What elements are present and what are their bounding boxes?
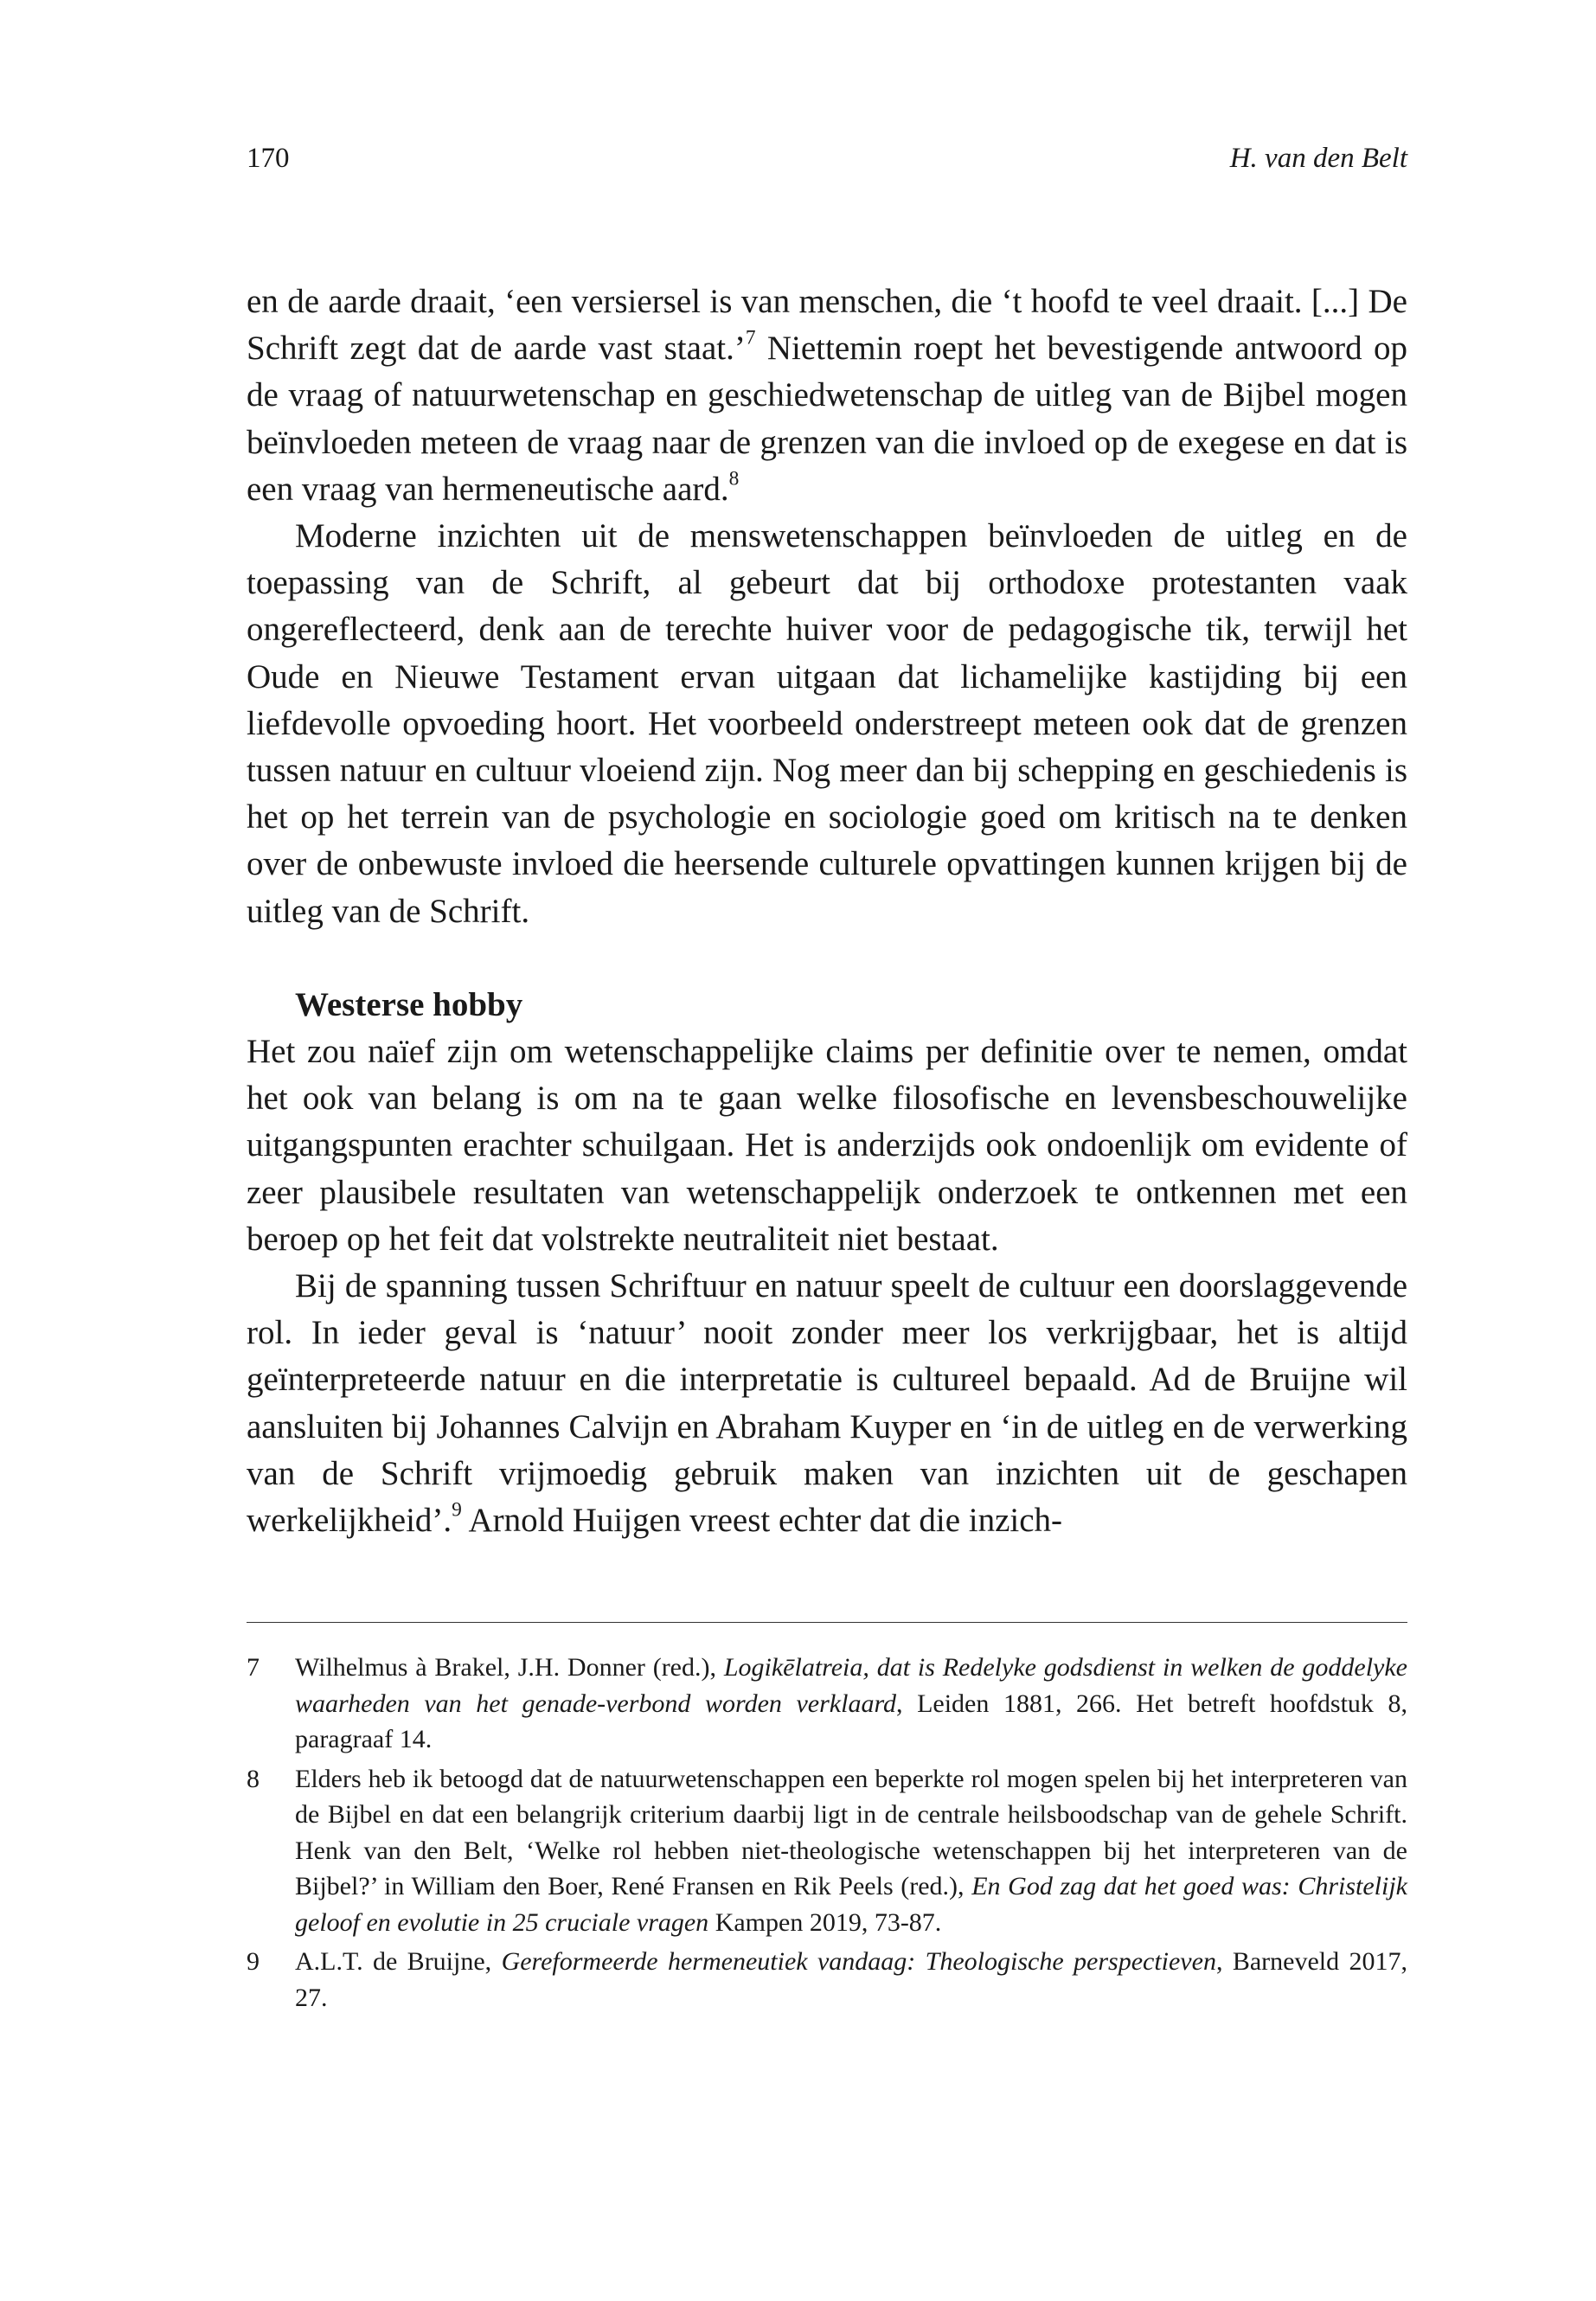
- paragraph-1-text-a: en de aarde draait, ‘een versiersel is van menschen, die ‘t hoofd te veel draait. [...] De Schrift zegt dat de aarde vast staat.’: [247, 283, 1407, 368]
- paragraph-1-text-b: Niettemin roept het bevestigende antwoord op de vraag of natuurwetenschap en geschiedwetenschap de uitleg van de Bijbel mogen beïnvloeden meteen de vraag naar de grenzen van die invloed op de exegese en dat is een vraag van hermeneutische aard.: [247, 330, 1407, 508]
- footnote-divider: [247, 1622, 1407, 1623]
- footnote-number: 9: [247, 1947, 260, 1976]
- footnotes: [247, 1650, 1407, 2019]
- footnote-text: Wilhelmus à Brakel, J.H. Donner (red.),: [295, 1653, 724, 1682]
- footnote-number: 8: [247, 1764, 260, 1793]
- footnote-title: Logikēlatreia, dat is Redelyke godsdienst in welken de goddelyke waarheden van het genade-verbond worden verklaard: [295, 1653, 1407, 1718]
- footnote-7: [247, 1650, 1407, 1758]
- running-head-author: H. van den Belt: [1229, 143, 1407, 174]
- page-number: 170: [247, 143, 290, 174]
- paragraph-4-text-b: Arnold Huijgen vreest echter dat die inzich-: [461, 1502, 1063, 1540]
- footnote-title: En God zag dat het goed was: Christelijk geloof en evolutie in 25 cruciale vragen: [295, 1872, 1407, 1937]
- main-text: [247, 279, 1407, 1544]
- footnote-number: 7: [247, 1653, 260, 1682]
- paragraph-3: Het zou naïef zijn om wetenschappelijke claims per definitie over te nemen, omdat het ook van belang is om na te gaan welke filosofische en levensbeschouwelijke uitgangspunten erachter schuilgaan. Het is anderzijds ook ondoenlijk om evidente of zeer plausibele resultaten van wetenschappelijk onderzoek te ontkennen met een beroep op het feit dat volstrekte neutraliteit niet bestaat.: [247, 1033, 1407, 1258]
- footnote-ref-8[interactable]: 8: [728, 467, 740, 490]
- paragraph-1: [247, 279, 1407, 513]
- section-heading: Westerse hobby: [295, 985, 523, 1023]
- footnote-ref-7[interactable]: 7: [745, 326, 756, 349]
- footnote-8: [247, 1761, 1407, 1941]
- running-header: [247, 137, 1407, 180]
- paragraph-4-text-a: Bij de spanning tussen Schriftuur en natuur speelt de cultuur een doorslaggevende rol. In ieder geval is ‘natuur’ nooit zonder meer los verkrijgbaar, het is altijd geïnterpreteerde natuur en die interpretatie is cultureel bepaald. Ad de Bruijne wil aansluiten bij Johannes Calvijn en Abraham Kuyper en ‘in de uitleg en de verwerking van de Schrift vrijmoedig gebruik maken van inzichten uit de geschapen werkelijkheid’.: [247, 1267, 1407, 1540]
- footnote-ref-9[interactable]: 9: [452, 1498, 462, 1522]
- paragraph-2: Moderne inzichten uit de menswetenschappen beïnvloeden de uitleg en de toepassing van de Schrift, al gebeurt dat bij orthodoxe protestanten vaak ongereflecteerd, denk aan de terechte huiver voor de pedagogische tik, terwijl het Oude en Nieuwe Testament ervan uitgaan dat lichamelijke kastijding bij een liefdevolle opvoeding hoort. Het voorbeeld onderstreept meteen ook dat de grenzen tussen natuur en cultuur vloeiend zijn. Nog meer dan bij schepping en geschiedenis is het op het terrein van de psychologie en sociologie goed om kritisch na te denken over de onbewuste invloed die heersende culturele opvattingen kunnen krijgen bij de uitleg van de Schrift.: [247, 517, 1407, 930]
- footnote-text: , Barneveld 2017, 27.: [295, 1947, 1408, 2012]
- footnote-9: [247, 1944, 1407, 2016]
- footnote-title: Gereformeerde hermeneutiek vandaag: Theologische perspectieven: [501, 1947, 1216, 1976]
- footnote-text: Elders heb ik betoogd dat de natuurwetenschappen een beperkte rol mogen spelen bij het interpreteren van de Bijbel en dat een belangrijk criterium daarbij ligt in de centrale heilsboodschap van de gehele Schrift. Henk van den Belt, ‘Welke rol hebben niet-theologische wetenschappen bij het interpreteren van de Bijbel?’ in William den Boer, René Fransen en Rik Peels (red.),: [295, 1764, 1407, 1900]
- footnote-text: A.L.T. de Bruijne,: [295, 1947, 502, 1976]
- footnote-text: Kampen 2019, 73-87.: [708, 1907, 942, 1937]
- footnote-text: , Leiden 1881, 266. Het betreft hoofdstuk 8, paragraaf 14.: [295, 1689, 1407, 1753]
- paragraph-4: [247, 1263, 1407, 1544]
